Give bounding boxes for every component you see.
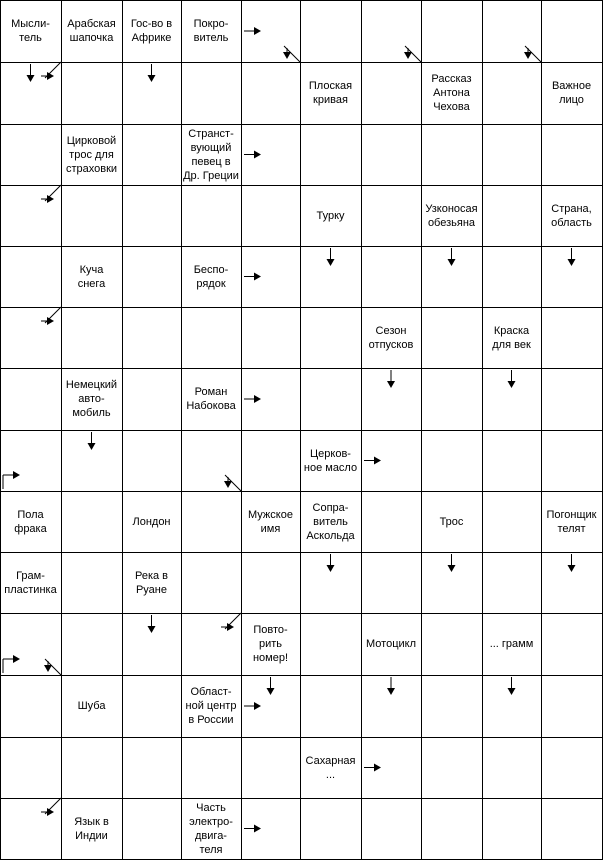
clue-text: Пола фрака — [14, 508, 47, 535]
clue-cell — [300, 185, 361, 246]
answer-cell[interactable] — [361, 430, 421, 491]
answer-cell[interactable] — [300, 0, 361, 62]
answer-cell[interactable] — [61, 185, 122, 246]
clue-text: Страна, область — [551, 202, 592, 229]
clue-cell — [181, 246, 241, 307]
answer-cell[interactable] — [361, 552, 421, 613]
clue-cell — [421, 185, 482, 246]
answer-cell[interactable] — [0, 430, 61, 491]
answer-cell[interactable] — [61, 613, 122, 675]
clue-text: Грам- пластинка — [4, 569, 57, 596]
answer-cell[interactable] — [300, 552, 361, 613]
answer-cell[interactable] — [181, 613, 241, 675]
answer-cell[interactable] — [122, 124, 181, 185]
clue-text: Язык в Индии — [74, 815, 109, 842]
answer-cell[interactable] — [361, 0, 421, 62]
clue-text: ... грамм — [489, 638, 534, 650]
answer-cell[interactable] — [361, 675, 421, 737]
clue-text: Сахарная ... — [305, 754, 356, 781]
clue-text: Трос — [439, 515, 464, 528]
clue-cell — [541, 185, 602, 246]
answer-cell[interactable] — [421, 798, 482, 859]
answer-cell[interactable] — [61, 307, 122, 368]
clue-text: Повто- рить номер! — [252, 624, 289, 664]
answer-cell[interactable] — [482, 0, 541, 62]
answer-cell[interactable] — [181, 62, 241, 124]
answer-cell[interactable] — [181, 430, 241, 491]
answer-cell[interactable] — [541, 124, 602, 185]
clue-text: Куча снега — [77, 263, 106, 290]
answer-cell[interactable] — [181, 307, 241, 368]
answer-cell[interactable] — [241, 307, 300, 368]
answer-cell[interactable] — [61, 552, 122, 613]
answer-cell[interactable] — [421, 552, 482, 613]
clue-cell — [61, 798, 122, 859]
answer-cell[interactable] — [0, 307, 61, 368]
clue-text: Лондон — [132, 515, 171, 528]
answer-cell[interactable] — [0, 185, 61, 246]
answer-cell[interactable] — [421, 430, 482, 491]
answer-cell[interactable] — [482, 491, 541, 552]
answer-cell[interactable] — [482, 430, 541, 491]
clue-cell — [241, 491, 300, 552]
answer-cell[interactable] — [482, 798, 541, 859]
clue-text: Беспо- рядок — [193, 263, 229, 290]
answer-cell[interactable] — [122, 798, 181, 859]
answer-cell[interactable] — [421, 0, 482, 62]
clue-text: Сезон отпусков — [368, 324, 414, 351]
answer-cell[interactable] — [122, 307, 181, 368]
answer-cell[interactable] — [241, 0, 300, 62]
answer-cell[interactable] — [241, 798, 300, 859]
answer-cell[interactable] — [181, 185, 241, 246]
clue-cell — [0, 552, 61, 613]
clue-cell — [181, 0, 241, 62]
clue-cell — [122, 552, 181, 613]
answer-cell[interactable] — [61, 62, 122, 124]
clue-cell — [122, 0, 181, 62]
answer-cell[interactable] — [482, 62, 541, 124]
answer-cell[interactable] — [300, 613, 361, 675]
clue-cell — [61, 246, 122, 307]
answer-cell[interactable] — [61, 430, 122, 491]
clue-text: Роман Набокова — [186, 386, 236, 412]
clue-text: Церков- ное масло — [303, 447, 358, 474]
answer-cell[interactable] — [122, 737, 181, 798]
clue-text: Гос-во в Африке — [130, 18, 173, 44]
answer-cell[interactable] — [122, 430, 181, 491]
answer-cell[interactable] — [122, 613, 181, 675]
clue-cell — [0, 0, 61, 62]
answer-cell[interactable] — [541, 246, 602, 307]
answer-cell[interactable] — [300, 798, 361, 859]
clue-cell — [421, 62, 482, 124]
answer-cell[interactable] — [541, 430, 602, 491]
answer-cell[interactable] — [0, 737, 61, 798]
answer-cell[interactable] — [541, 0, 602, 62]
clue-cell — [300, 62, 361, 124]
answer-cell[interactable] — [421, 737, 482, 798]
answer-cell[interactable] — [541, 737, 602, 798]
answer-cell[interactable] — [0, 675, 61, 737]
clue-text: Часть электро- двига- теля — [189, 801, 233, 856]
answer-cell[interactable] — [361, 368, 421, 430]
clue-cell — [300, 430, 361, 491]
clue-cell — [300, 737, 361, 798]
answer-cell[interactable] — [0, 62, 61, 124]
clue-text: Мысли- тель — [11, 18, 50, 44]
clue-cell — [421, 491, 482, 552]
answer-cell[interactable] — [122, 246, 181, 307]
clue-cell — [181, 124, 241, 185]
clue-cell — [181, 675, 241, 737]
clue-text: Цирковой трос для страховки — [65, 134, 118, 175]
answer-cell[interactable] — [241, 62, 300, 124]
answer-cell[interactable] — [122, 368, 181, 430]
answer-cell[interactable] — [241, 552, 300, 613]
clue-cell — [61, 124, 122, 185]
clue-text: Мотоцикл — [366, 638, 416, 650]
answer-cell[interactable] — [421, 307, 482, 368]
clue-text: Шуба — [77, 700, 106, 712]
answer-cell[interactable] — [541, 368, 602, 430]
answer-cell[interactable] — [482, 368, 541, 430]
answer-cell[interactable] — [181, 491, 241, 552]
answer-cell[interactable] — [300, 675, 361, 737]
clue-cell — [61, 675, 122, 737]
answer-cell[interactable] — [482, 737, 541, 798]
answer-cell[interactable] — [300, 368, 361, 430]
answer-cell[interactable] — [0, 368, 61, 430]
answer-cell[interactable] — [541, 307, 602, 368]
answer-cell[interactable] — [0, 124, 61, 185]
answer-cell[interactable] — [0, 798, 61, 859]
clue-text: Узконосая обезьяна — [425, 202, 478, 229]
clue-text: Мужское имя — [248, 508, 293, 535]
clue-cell — [181, 368, 241, 430]
clue-text: Немецкий авто- мобиль — [65, 379, 118, 419]
answer-cell[interactable] — [61, 737, 122, 798]
answer-cell[interactable] — [300, 246, 361, 307]
clue-cell — [61, 368, 122, 430]
answer-cell[interactable] — [482, 552, 541, 613]
answer-cell[interactable] — [421, 124, 482, 185]
clue-text: Рассказ Антона Чехова — [431, 73, 472, 113]
answer-cell[interactable] — [482, 675, 541, 737]
answer-cell[interactable] — [122, 185, 181, 246]
answer-cell[interactable] — [241, 368, 300, 430]
answer-cell[interactable] — [361, 737, 421, 798]
answer-cell[interactable] — [541, 798, 602, 859]
answer-cell[interactable] — [541, 613, 602, 675]
answer-cell[interactable] — [421, 368, 482, 430]
clue-cell — [181, 798, 241, 859]
answer-cell[interactable] — [241, 737, 300, 798]
answer-cell[interactable] — [181, 552, 241, 613]
clue-cell — [61, 0, 122, 62]
clue-cell — [300, 491, 361, 552]
answer-cell[interactable] — [482, 185, 541, 246]
answer-cell[interactable] — [421, 246, 482, 307]
answer-cell[interactable] — [482, 246, 541, 307]
clue-cell — [241, 613, 300, 675]
answer-cell[interactable] — [241, 124, 300, 185]
answer-cell[interactable] — [61, 491, 122, 552]
clue-cell — [0, 491, 61, 552]
clue-cell — [482, 307, 541, 368]
clue-cell — [541, 62, 602, 124]
answer-cell[interactable] — [361, 62, 421, 124]
answer-cell[interactable] — [421, 613, 482, 675]
clue-text: Погонщик телят — [546, 508, 597, 535]
clue-text: Арабская шапочка — [67, 18, 116, 44]
clue-cell — [122, 491, 181, 552]
clue-text: Покро- витель — [193, 18, 229, 44]
answer-cell[interactable] — [0, 613, 61, 675]
clue-text: Сопра- витель Аскольда — [306, 501, 355, 542]
clue-text: Краска для век — [492, 324, 531, 351]
answer-cell[interactable] — [361, 246, 421, 307]
answer-cell[interactable] — [300, 124, 361, 185]
answer-cell[interactable] — [241, 185, 300, 246]
answer-cell[interactable] — [541, 552, 602, 613]
answer-cell[interactable] — [361, 798, 421, 859]
answer-cell[interactable] — [122, 62, 181, 124]
clue-text: Важное лицо — [551, 80, 592, 106]
answer-cell[interactable] — [0, 246, 61, 307]
clue-text: Плоская кривая — [308, 80, 353, 106]
answer-cell[interactable] — [122, 675, 181, 737]
answer-cell[interactable] — [361, 124, 421, 185]
answer-cell[interactable] — [241, 675, 300, 737]
answer-cell[interactable] — [361, 185, 421, 246]
answer-cell[interactable] — [361, 491, 421, 552]
answer-cell[interactable] — [181, 737, 241, 798]
clue-cell — [361, 613, 421, 675]
clue-text: Област- ной центр в России — [185, 686, 237, 726]
clue-cell — [541, 491, 602, 552]
clue-cell — [361, 307, 421, 368]
clue-text: Странст- вующий певец в Др. Греции — [183, 127, 239, 182]
answer-cell[interactable] — [421, 675, 482, 737]
answer-cell[interactable] — [241, 246, 300, 307]
answer-cell[interactable] — [241, 430, 300, 491]
answer-cell[interactable] — [541, 675, 602, 737]
clue-text: Турку — [316, 209, 345, 222]
clue-cell — [482, 613, 541, 675]
answer-cell[interactable] — [300, 307, 361, 368]
answer-cell[interactable] — [482, 124, 541, 185]
clue-text: Река в Руане — [134, 569, 169, 596]
